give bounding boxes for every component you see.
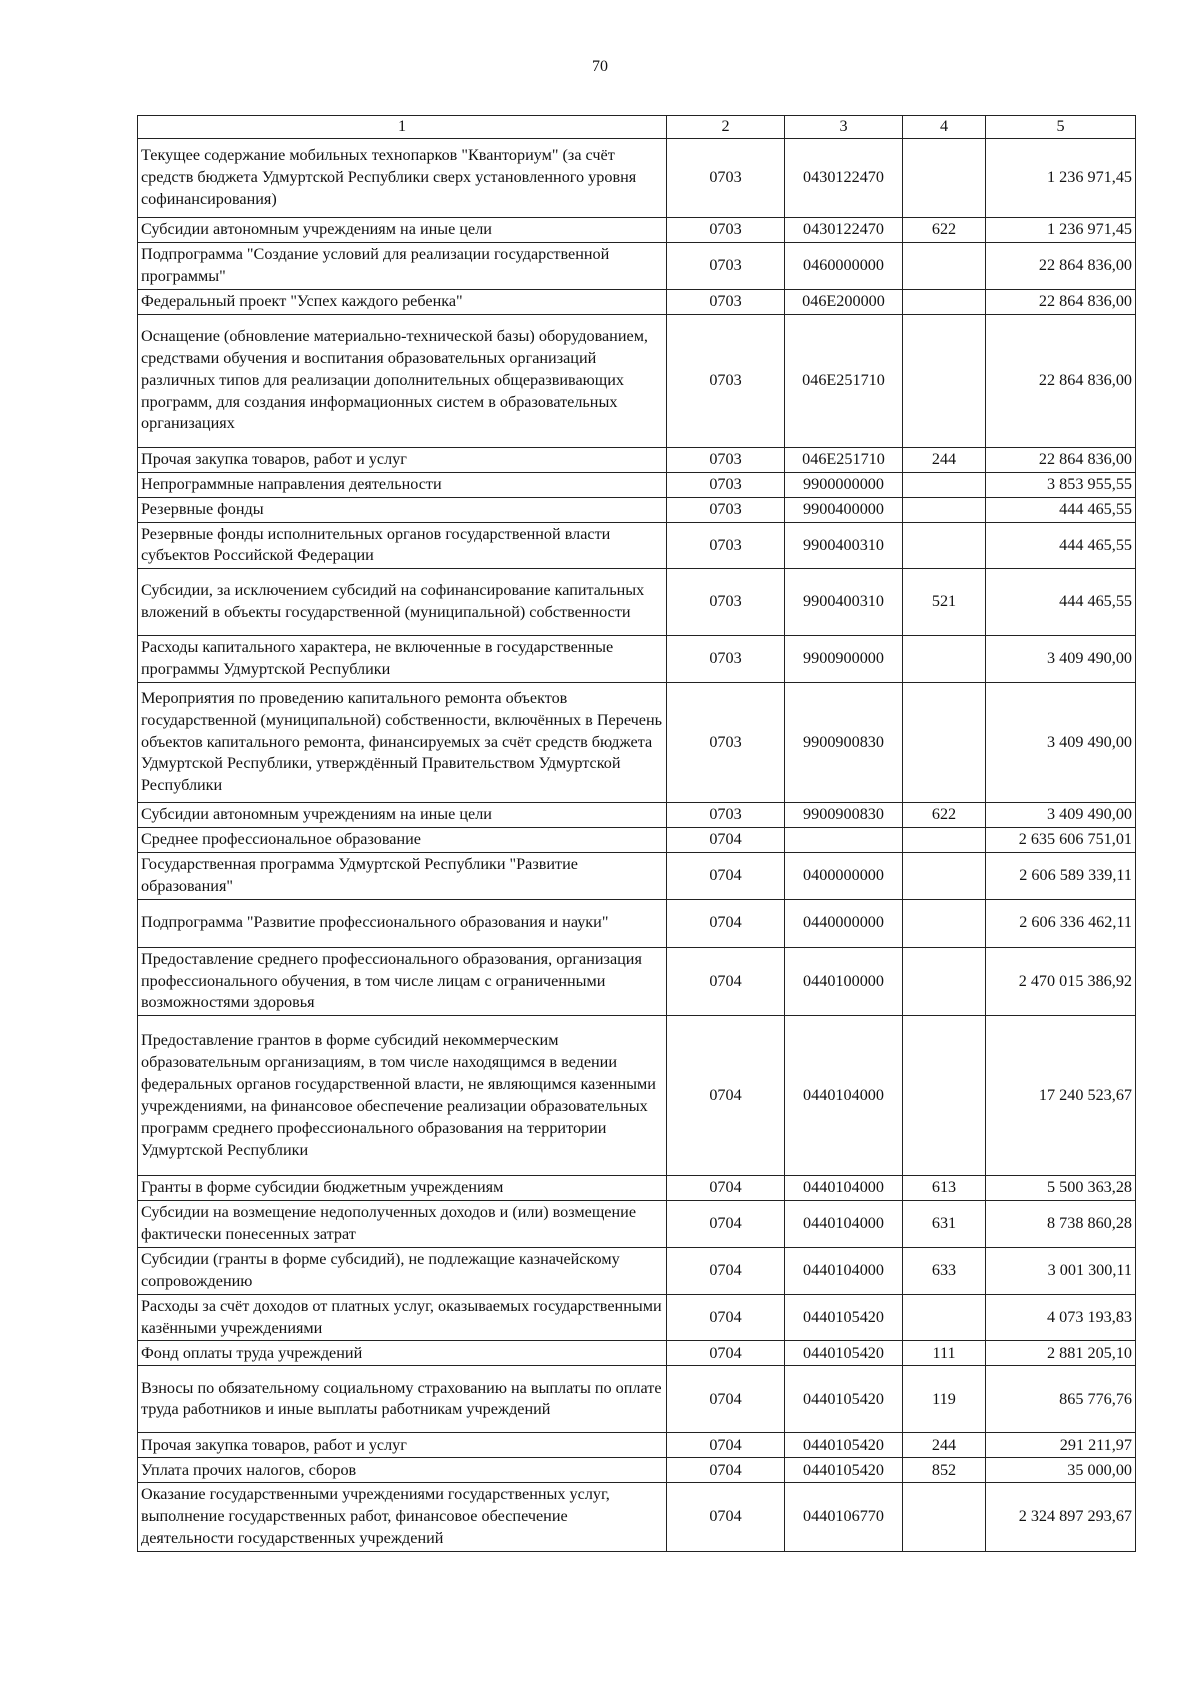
row-target-article-cell: 0460000000 [785,242,903,289]
row-section-cell: 0704 [667,1433,785,1458]
row-target-article-cell: 0440105420 [785,1294,903,1341]
row-section-cell: 0703 [667,569,785,636]
row-section-cell: 0703 [667,217,785,242]
row-section-cell: 0704 [667,1176,785,1201]
table-row [138,472,1136,497]
row-target-article-cell: 9900400310 [785,569,903,636]
table-row [138,1176,1136,1201]
row-amount-cell: 3 409 490,00 [986,803,1136,828]
row-section-cell: 0704 [667,1483,785,1552]
row-target-article-cell: 0440105420 [785,1366,903,1433]
row-name-cell: Подпрограмма "Создание условий для реализации государственной программы" [138,242,667,289]
row-amount-cell: 444 465,55 [986,522,1136,569]
table-row [138,242,1136,289]
row-section-cell: 0703 [667,636,785,683]
table-row [138,1248,1136,1295]
row-expense-type-cell [903,853,986,900]
row-amount-cell: 2 606 589 339,11 [986,853,1136,900]
table-row [138,1201,1136,1248]
row-name-cell: Субсидии (гранты в форме субсидий), не подлежащие казначейскому сопровождению [138,1248,667,1295]
row-target-article-cell: 0430122470 [785,138,903,217]
row-name-cell: Расходы за счёт доходов от платных услуг, оказываемых государственными казёнными учреждениями [138,1294,667,1341]
row-amount-cell: 2 635 606 751,01 [986,828,1136,853]
row-name-cell: Мероприятия по проведению капитального ремонта объектов государственной (муниципальной) собственности, включённых в Перечень объектов капитального ремонта, финансируемых за счёт средств бюджета Удмуртской Республики, утверждённый Правительством Удмуртской Республики [138,683,667,803]
row-expense-type-cell: 244 [903,1433,986,1458]
row-target-article-cell: 0440000000 [785,899,903,947]
row-amount-cell: 2 324 897 293,67 [986,1483,1136,1552]
row-amount-cell: 35 000,00 [986,1458,1136,1483]
row-amount-cell: 444 465,55 [986,497,1136,522]
row-name-cell: Уплата прочих налогов, сборов [138,1458,667,1483]
row-section-cell: 0703 [667,242,785,289]
row-amount-cell: 2 470 015 386,92 [986,947,1136,1016]
row-name-cell: Подпрограмма "Развитие профессионального образования и науки" [138,899,667,947]
row-name-cell: Государственная программа Удмуртской Республики "Развитие образования" [138,853,667,900]
row-expense-type-cell [903,289,986,314]
row-amount-cell: 3 001 300,11 [986,1248,1136,1295]
row-target-article-cell: 9900900830 [785,803,903,828]
row-section-cell: 0704 [667,1341,785,1366]
row-expense-type-cell [903,1294,986,1341]
row-expense-type-cell [903,828,986,853]
row-amount-cell: 3 409 490,00 [986,636,1136,683]
table-row [138,1016,1136,1176]
row-amount-cell: 1 236 971,45 [986,217,1136,242]
row-expense-type-cell [903,947,986,1016]
table-row [138,803,1136,828]
table-row [138,828,1136,853]
row-name-cell: Среднее профессиональное образование [138,828,667,853]
row-amount-cell: 444 465,55 [986,569,1136,636]
row-section-cell: 0704 [667,1016,785,1176]
column-number-row [138,116,1136,139]
table-row [138,1483,1136,1552]
row-name-cell: Субсидии на возмещение недополученных доходов и (или) возмещение фактически понесенных затрат [138,1201,667,1248]
row-section-cell: 0704 [667,1458,785,1483]
table-row [138,314,1136,447]
column-header-2: 2 [667,116,785,139]
row-target-article-cell: 0440104000 [785,1176,903,1201]
row-section-cell: 0704 [667,899,785,947]
table-row [138,569,1136,636]
row-target-article-cell: 9900400310 [785,522,903,569]
row-section-cell: 0703 [667,314,785,447]
row-amount-cell: 8 738 860,28 [986,1201,1136,1248]
row-target-article-cell: 9900900000 [785,636,903,683]
row-name-cell: Предоставление грантов в форме субсидий некоммерческим образовательным организациям, в том числе находящимся в ведении федеральных органов государственной власти, не являющимся казенными учреждениями, на финансовое обеспечение реализации образовательных программ среднего профессионального образования на территории Удмуртской Республики [138,1016,667,1176]
row-expense-type-cell [903,636,986,683]
row-expense-type-cell: 119 [903,1366,986,1433]
row-expense-type-cell: 521 [903,569,986,636]
row-amount-cell: 2 881 205,10 [986,1341,1136,1366]
row-amount-cell: 22 864 836,00 [986,242,1136,289]
page-number: 70 [592,58,608,75]
row-name-cell: Субсидии автономным учреждениям на иные цели [138,217,667,242]
row-target-article-cell: 9900000000 [785,472,903,497]
row-name-cell: Резервные фонды исполнительных органов государственной власти субъектов Российской Федерации [138,522,667,569]
row-amount-cell: 3 409 490,00 [986,683,1136,803]
row-amount-cell: 865 776,76 [986,1366,1136,1433]
column-header-5: 5 [986,116,1136,139]
row-name-cell: Непрограммные направления деятельности [138,472,667,497]
row-name-cell: Федеральный проект "Успех каждого ребенка" [138,289,667,314]
row-section-cell: 0704 [667,1294,785,1341]
row-target-article-cell: 046E200000 [785,289,903,314]
row-name-cell: Субсидии, за исключением субсидий на софинансирование капитальных вложений в объекты государственной (муниципальной) собственности [138,569,667,636]
row-target-article-cell: 0440104000 [785,1248,903,1295]
row-target-article-cell: 0440104000 [785,1201,903,1248]
table-row [138,947,1136,1016]
table-row [138,683,1136,803]
row-expense-type-cell [903,138,986,217]
row-target-article-cell: 0440100000 [785,947,903,1016]
table-row [138,1341,1136,1366]
row-expense-type-cell [903,472,986,497]
row-expense-type-cell [903,1483,986,1552]
row-target-article-cell: 0440105420 [785,1458,903,1483]
row-section-cell: 0704 [667,853,785,900]
row-name-cell: Взносы по обязательному социальному страхованию на выплаты по оплате труда работников и иные выплаты работникам учреждений [138,1366,667,1433]
row-name-cell: Прочая закупка товаров, работ и услуг [138,447,667,472]
row-section-cell: 0703 [667,447,785,472]
row-name-cell: Предоставление среднего профессионального образования, организация профессионального обучения, в том числе лицам с ограниченными возможностями здоровья [138,947,667,1016]
row-target-article-cell: 9900400000 [785,497,903,522]
row-section-cell: 0704 [667,1248,785,1295]
row-name-cell: Оказание государственными учреждениями государственных услуг, выполнение государственных работ, финансовое обеспечение деятельности государственных учреждений [138,1483,667,1552]
budget-table [137,115,1136,1552]
row-expense-type-cell [903,522,986,569]
table-row [138,497,1136,522]
row-name-cell: Текущее содержание мобильных технопарков "Кванториум" (за счёт средств бюджета Удмуртской Республики сверх установленного уровня софинансирования) [138,138,667,217]
row-expense-type-cell [903,1016,986,1176]
row-section-cell: 0703 [667,497,785,522]
row-amount-cell: 22 864 836,00 [986,447,1136,472]
row-expense-type-cell: 613 [903,1176,986,1201]
table-row [138,447,1136,472]
row-amount-cell: 17 240 523,67 [986,1016,1136,1176]
table-row [138,1433,1136,1458]
row-target-article-cell: 0400000000 [785,853,903,900]
row-expense-type-cell: 622 [903,217,986,242]
row-section-cell: 0704 [667,828,785,853]
row-target-article-cell: 0430122470 [785,217,903,242]
row-target-article-cell: 0440105420 [785,1433,903,1458]
column-header-3: 3 [785,116,903,139]
table-row [138,217,1136,242]
row-name-cell: Гранты в форме субсидии бюджетным учреждениям [138,1176,667,1201]
column-header-1: 1 [138,116,667,139]
table-row [138,289,1136,314]
row-section-cell: 0703 [667,522,785,569]
table-row [138,1458,1136,1483]
row-target-article-cell [785,828,903,853]
row-name-cell: Резервные фонды [138,497,667,522]
row-target-article-cell: 046E251710 [785,447,903,472]
row-expense-type-cell [903,683,986,803]
row-section-cell: 0704 [667,1366,785,1433]
row-section-cell: 0704 [667,947,785,1016]
row-target-article-cell: 0440105420 [785,1341,903,1366]
row-target-article-cell: 0440106770 [785,1483,903,1552]
row-target-article-cell: 0440104000 [785,1016,903,1176]
row-expense-type-cell [903,899,986,947]
table-row [138,853,1136,900]
row-amount-cell: 22 864 836,00 [986,289,1136,314]
row-section-cell: 0703 [667,289,785,314]
row-target-article-cell: 9900900830 [785,683,903,803]
row-expense-type-cell [903,497,986,522]
row-expense-type-cell: 852 [903,1458,986,1483]
row-section-cell: 0703 [667,683,785,803]
row-name-cell: Расходы капитального характера, не включенные в государственные программы Удмуртской Республики [138,636,667,683]
table-row [138,636,1136,683]
row-amount-cell: 3 853 955,55 [986,472,1136,497]
table-row [138,138,1136,217]
row-name-cell: Оснащение (обновление материально-технической базы) оборудованием, средствами обучения и воспитания образовательных организаций различных типов для реализации дополнительных общеразвивающих программ, для создания информационных систем в образовательных организациях [138,314,667,447]
row-expense-type-cell [903,314,986,447]
row-target-article-cell: 046E251710 [785,314,903,447]
table-row [138,899,1136,947]
row-expense-type-cell: 244 [903,447,986,472]
row-amount-cell: 4 073 193,83 [986,1294,1136,1341]
table-row [138,522,1136,569]
row-expense-type-cell: 111 [903,1341,986,1366]
table-row [138,1294,1136,1341]
row-section-cell: 0703 [667,138,785,217]
table-row [138,1366,1136,1433]
column-header-4: 4 [903,116,986,139]
row-amount-cell: 291 211,97 [986,1433,1136,1458]
row-section-cell: 0704 [667,1201,785,1248]
row-name-cell: Субсидии автономным учреждениям на иные цели [138,803,667,828]
row-amount-cell: 2 606 336 462,11 [986,899,1136,947]
row-name-cell: Прочая закупка товаров, работ и услуг [138,1433,667,1458]
row-expense-type-cell [903,242,986,289]
row-expense-type-cell: 622 [903,803,986,828]
row-expense-type-cell: 631 [903,1201,986,1248]
row-amount-cell: 5 500 363,28 [986,1176,1136,1201]
row-expense-type-cell: 633 [903,1248,986,1295]
row-section-cell: 0703 [667,803,785,828]
row-amount-cell: 22 864 836,00 [986,314,1136,447]
row-amount-cell: 1 236 971,45 [986,138,1136,217]
row-section-cell: 0703 [667,472,785,497]
row-name-cell: Фонд оплаты труда учреждений [138,1341,667,1366]
